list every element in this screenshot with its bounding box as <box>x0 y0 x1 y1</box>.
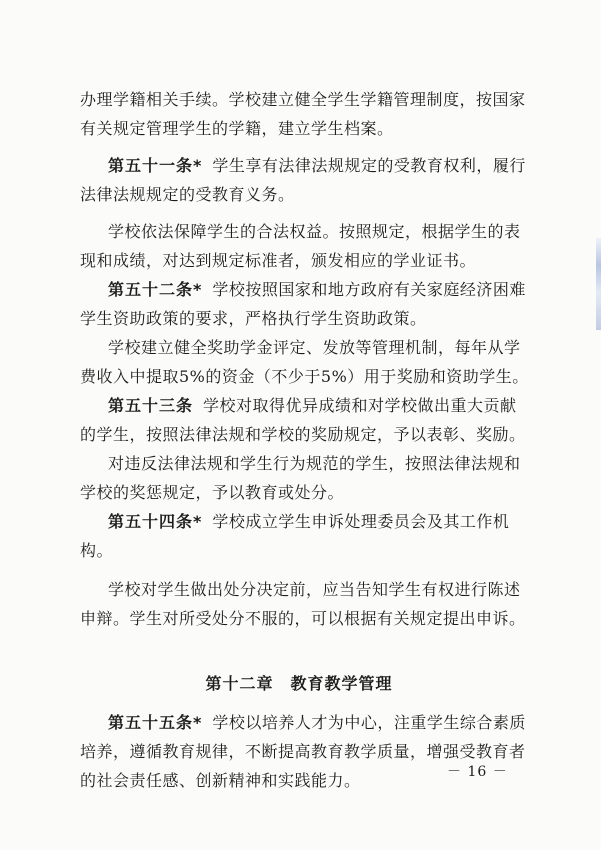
chapter-title: 第十二章 教育教学管理 <box>205 674 393 693</box>
paragraph-line: 学校的奖惩规定，予以教育或处分。 <box>80 483 345 502</box>
paragraph-line: 构。 <box>80 541 114 560</box>
paragraph-line: 对违反法律法规和学生行为规范的学生，按照法律法规和 <box>108 454 521 473</box>
paragraph-line: 有关规定管理学生的学籍，建立学生档案。 <box>80 119 394 138</box>
article-51-label: 第五十一条* <box>108 156 203 175</box>
document-body <box>80 85 530 795</box>
article-52-line <box>80 275 530 304</box>
paragraph-line: 法律法规规定的受教育义务。 <box>80 185 295 204</box>
article-53-label: 第五十三条 <box>108 396 194 415</box>
article-53-text: 学校对取得优异成绩和对学校做出重大贡献 <box>203 396 517 415</box>
paragraph-line: 申辩。学生对所受处分不服的，可以根据有关规定提出申诉。 <box>80 609 526 628</box>
article-52-label: 第五十二条* <box>108 280 203 299</box>
article-53-line <box>80 391 530 420</box>
paragraph-line: 学校建立健全奖助学金评定、发放等管理机制，每年从学 <box>108 338 521 357</box>
article-55-line <box>80 708 530 737</box>
paragraph-line: 办理学籍相关手续。学校建立健全学生学籍管理制度，按国家 <box>80 90 526 109</box>
paragraph-line: 的学生，按照法律法规和学校的奖励规定，予以表彰、奖励。 <box>80 425 526 444</box>
article-51-line <box>80 151 530 180</box>
article-55-text: 学校以培养人才为中心，注重学生综合素质 <box>212 713 526 732</box>
paragraph-line: 的社会责任感、创新精神和实践能力。 <box>80 771 361 790</box>
paragraph-line: 培养，遵循教育规律，不断提高教育教学质量，增强受教育者 <box>80 742 526 761</box>
article-55-label: 第五十五条* <box>108 713 203 732</box>
paragraph-line: 现和成绩，对达到规定标准者，颁发相应的学业证书。 <box>80 251 477 270</box>
paragraph-line: 费收入中提取5%的资金（不少于5%）用于奖励和资助学生。 <box>80 367 529 386</box>
article-54-line <box>80 507 530 536</box>
page-number: － 16 － <box>447 764 508 780</box>
article-54-text: 学校成立学生申诉处理委员会及其工作机 <box>212 512 510 531</box>
paragraph-line: 学校依法保障学生的合法权益。按照规定，根据学生的表 <box>108 222 521 241</box>
article-52-text: 学校按照国家和地方政府有关家庭经济困难 <box>212 280 526 299</box>
article-51-text: 学生享有法律法规规定的受教育权利，履行 <box>212 156 526 175</box>
article-54-label: 第五十四条* <box>108 512 203 531</box>
paragraph-line: 学校对学生做出处分决定前，应当告知学生有权进行陈述 <box>108 580 521 599</box>
scan-edge-mark <box>596 238 601 330</box>
paragraph-line: 学生资助政策的要求，严格执行学生资助政策。 <box>80 309 427 328</box>
